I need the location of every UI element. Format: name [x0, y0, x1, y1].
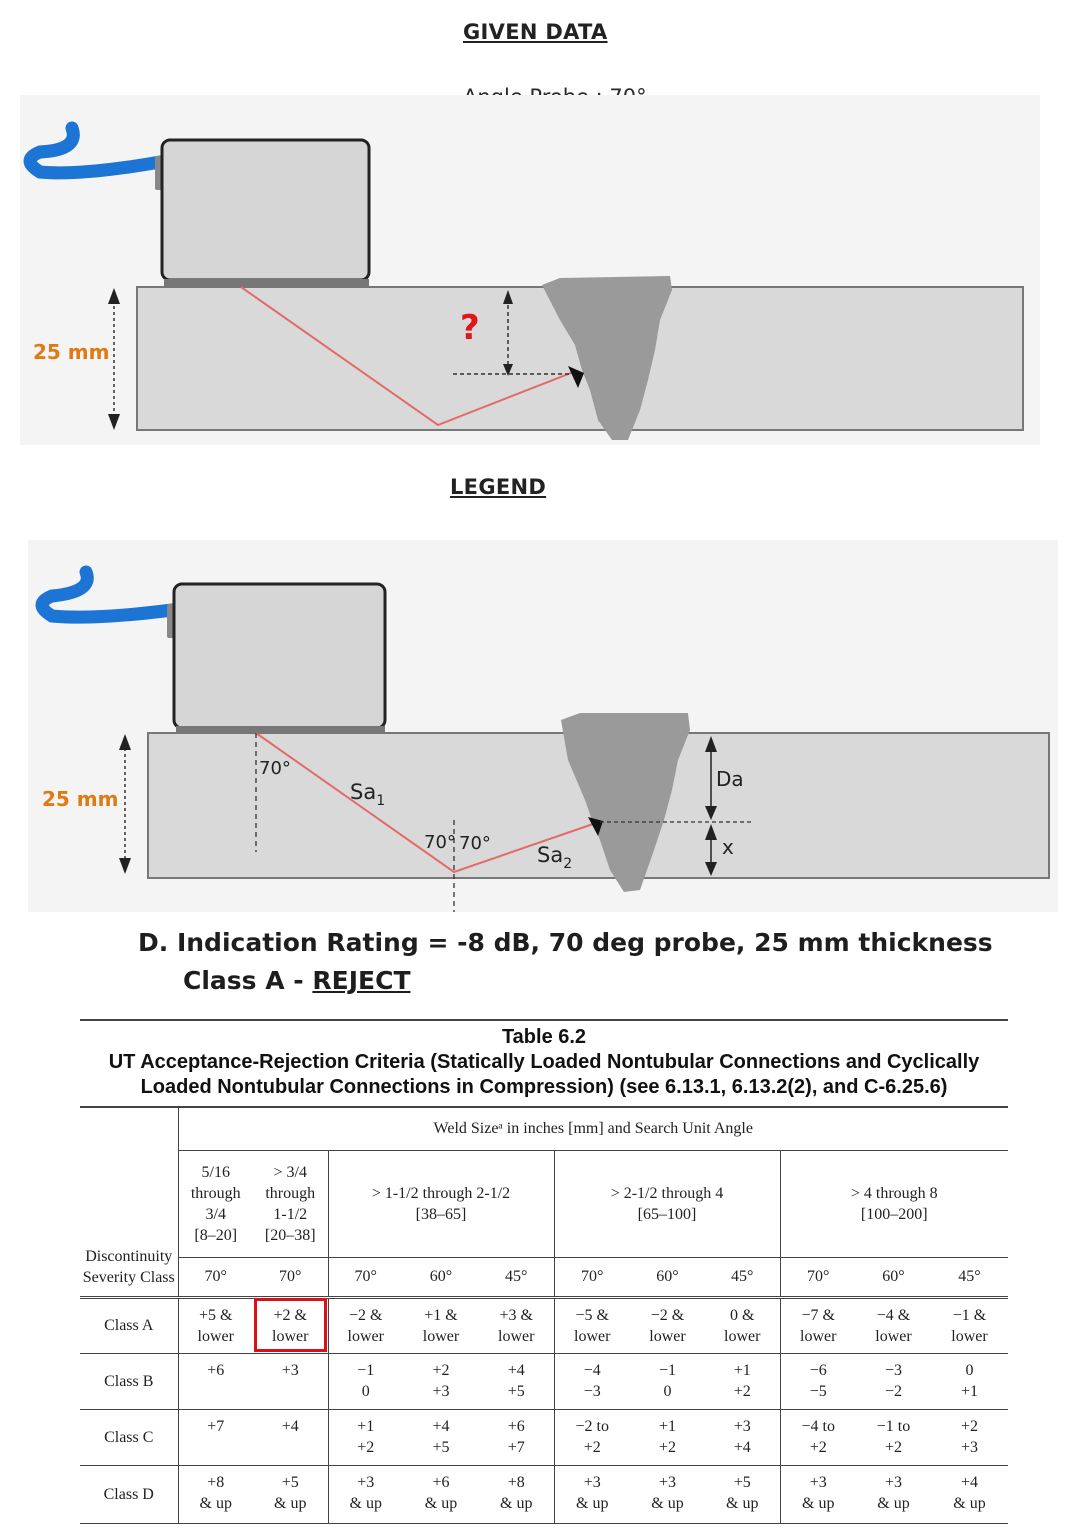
table-number: Table 6.2	[501, 1026, 587, 1048]
table-cell: +1 +2	[733, 1361, 751, 1400]
table-cell: +5 & lower	[178, 1297, 253, 1353]
table-cell: +4 +5	[432, 1417, 450, 1456]
table-cell: −7 & lower	[780, 1297, 856, 1353]
given-thickness-label: 25 mm	[33, 340, 110, 364]
table-cell: −1 & lower	[951, 1306, 988, 1345]
table-cell: −6 −5	[780, 1353, 856, 1409]
table-row	[80, 1465, 1008, 1523]
sa2-label: $Sa_2$	[537, 843, 573, 872]
table-cell: −2 & lower	[649, 1306, 686, 1345]
table-cell: 0 +1	[960, 1361, 979, 1400]
range-col-4: > 2-1/2 through 4 [65–100]	[554, 1150, 780, 1257]
table-cell: +4 +5	[507, 1361, 525, 1400]
highlighted-cell: +2 & lower	[253, 1297, 328, 1353]
table-cell: +5 & up	[274, 1473, 307, 1512]
table-cell: +3	[281, 1361, 299, 1379]
table-cell: +3 +4	[733, 1417, 751, 1456]
table-cell: −2 & lower	[328, 1297, 403, 1353]
table-cell: +3 & up	[554, 1465, 630, 1523]
severity-class-cell: Class A	[104, 1317, 154, 1334]
angle-row: 70° 70° 70° 60° 45° 70° 60° 45° 70° 60° 45°	[80, 1257, 1008, 1297]
da-label: Da	[716, 767, 744, 791]
table-cell: −5 & lower	[554, 1297, 630, 1353]
table-cell: −3 −2	[884, 1361, 903, 1400]
table-cell: +4 & up	[953, 1473, 986, 1512]
table-cell: +6	[178, 1353, 253, 1409]
question-icon: ?	[460, 308, 480, 348]
table-cell: −2 to +2	[554, 1409, 630, 1465]
table-cell: −4 −3	[554, 1353, 630, 1409]
x-label: x	[722, 835, 734, 859]
table-cell: +8 & up	[500, 1473, 533, 1512]
legend-thickness-label: 25 mm	[42, 787, 119, 811]
acceptance-table	[80, 1108, 1008, 1524]
severity-class-header: Discontinuity Severity Class	[80, 1150, 178, 1297]
probe-block	[174, 584, 385, 728]
given-data-title: GIVEN DATA	[463, 20, 608, 44]
table-cell: −4 & lower	[875, 1306, 912, 1345]
table-title-line2: Loaded Nontubular Connections in Compression) (see 6.13.1, 6.13.2(2), and C-6.25.6)	[140, 1076, 948, 1098]
table-cell: +6 +7	[507, 1417, 525, 1456]
angle-label-top: 70°	[259, 758, 291, 779]
table-cell: +2 +3	[432, 1361, 450, 1400]
table-cell: +5 & up	[726, 1473, 759, 1512]
class-result: Class A - REJECT	[183, 966, 411, 995]
probe-block	[162, 140, 369, 280]
table-cell: +3 & up	[328, 1465, 403, 1523]
table-cell: +3 & up	[780, 1465, 856, 1523]
table-cell: +3 & lower	[498, 1306, 535, 1345]
severity-class-cell: Class D	[103, 1485, 154, 1503]
angle-label-right: 70°	[459, 833, 491, 854]
table-cell: −4 to +2	[780, 1409, 856, 1465]
range-col-1: 5/16 through 3/4 [8–20]	[178, 1150, 253, 1257]
given-diagram	[0, 0, 1077, 460]
table-cell: +1 +2	[328, 1409, 403, 1465]
table-cell: −1 to +2	[876, 1417, 911, 1456]
table-cell: +3 & up	[877, 1473, 910, 1512]
table-cell: +4	[281, 1417, 299, 1435]
range-col-2: > 3/4 through 1-1/2 [20–38]	[253, 1150, 328, 1257]
table-cell: +6 & up	[424, 1473, 458, 1512]
table-cell: −1 0	[658, 1361, 677, 1400]
severity-class-cell: Class B	[104, 1372, 154, 1390]
reject-label: REJECT	[312, 966, 411, 995]
legend-diagram	[0, 520, 1077, 920]
table-cell: +1 & lower	[422, 1306, 460, 1345]
table-row	[80, 1409, 1008, 1465]
range-col-3: > 1-1/2 through 2-1/2 [38–65]	[328, 1150, 554, 1257]
severity-class-cell: Class C	[104, 1428, 154, 1446]
indication-rating: D. Indication Rating = -8 dB, 70 deg probe, 25 mm thickness	[138, 928, 993, 957]
table-cell: +7	[178, 1409, 253, 1465]
sa1-label: $Sa_1$	[350, 780, 386, 809]
angle-label-left: 70°	[424, 832, 456, 853]
table-cell: 0 & lower	[724, 1306, 761, 1345]
table-row	[80, 1353, 1008, 1409]
range-col-5: > 4 through 8 [100–200]	[780, 1150, 1008, 1257]
table-cell: +3 & up	[651, 1473, 684, 1512]
weld-size-header: Weld Sizeᵃ in inches [mm] and Search Unit Angle	[178, 1108, 1008, 1150]
table-cell: +8 & up	[178, 1465, 253, 1523]
table-cell: +2 +3	[960, 1417, 979, 1456]
table-title-line1: UT Acceptance-Rejection Criteria (Statically Loaded Nontubular Connections and Cyclically	[108, 1051, 980, 1073]
legend-title: LEGEND	[450, 475, 547, 499]
table-cell: +1 +2	[658, 1417, 677, 1456]
table-cell: −1 0	[328, 1353, 403, 1409]
table-row	[80, 1297, 1008, 1353]
